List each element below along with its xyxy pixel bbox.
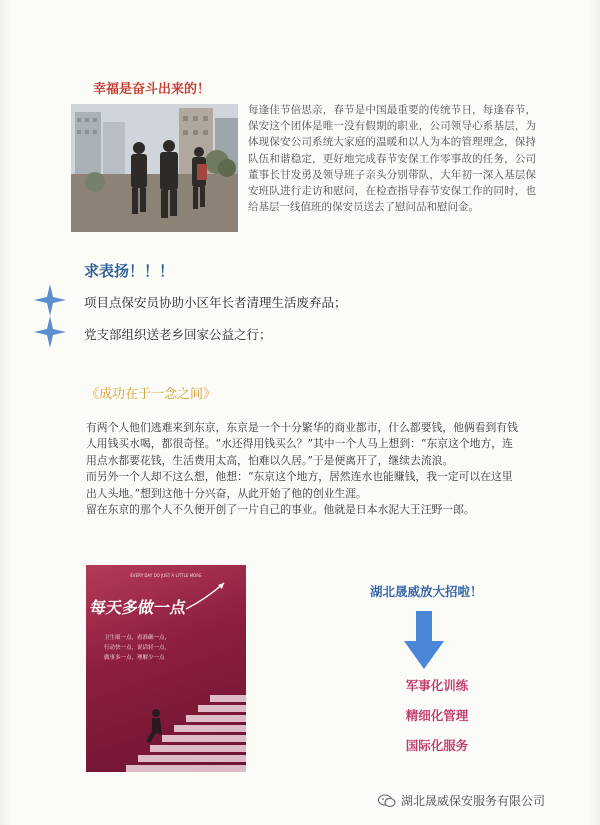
poster-line-1: 卫生细一点，看准确一点，: [104, 635, 171, 641]
sparkle-star-icon: [32, 282, 68, 318]
sparkle-star-icon: [32, 314, 68, 350]
account-name: 湖北晟威保安服务有限公司: [401, 794, 546, 808]
story-paragraph-2: 而另外一个人却不这么想，他想：“东京这个地方，居然连水也能赚钱，我一定可以在这里出人头地。”想到这他十分兴奋，从此开始了他的创业生涯。: [86, 470, 513, 500]
visit-photo: [71, 104, 238, 232]
story-body: [86, 420, 518, 518]
story-paragraph-3: 留在东京的那个人不久便开创了一片自己的事业。他就是日本水泥大王汪野一郎。: [86, 503, 475, 517]
praise-item-2: 党支部组织送老乡回家公益之行；: [84, 327, 272, 342]
visit-paragraph: 每逢佳节倍思亲，春节是中国最重要的传统节日，每逢春节，保安这个团体是唯一没有假期的职业，公司领导心系基层，为体现保安公司系统大家庭的温暖和以人为本的管理理念，保持队伍和谐稳定，更好地完成春节安保工作零事故的任务，公司董事长甘发勇及领导班子亲头分别带队，大年初一深入基层保安班队进行走访和慰问，在检查指导春节安保工作的同时，也给基层一线值班的保安员送去了慰问品和慰问金。: [248, 104, 536, 214]
promo-item-international-service: 国际化服务: [405, 738, 469, 753]
wechat-account-footer: [378, 792, 545, 809]
section-title-happiness: 幸福是奋斗出来的！: [93, 82, 211, 97]
poster-tagline: EVERY DAY DO JUST A LITTLE MORE: [130, 573, 202, 578]
poster-headline: 每天多做一点: [88, 598, 188, 617]
wechat-icon: [378, 794, 396, 808]
promo-item-refined-management: 精细化管理: [405, 708, 469, 723]
motivation-poster: [86, 565, 246, 772]
down-arrow-icon: [404, 611, 444, 669]
promo-item-military-training: 军事化训练: [405, 678, 469, 693]
poster-line-3: 做事多一点，理解少一点: [104, 655, 165, 661]
poster-line-2: 行动快一点，说话轻一点，: [104, 645, 171, 651]
praise-item-1: 项目点保安员协助小区年长者清理生活废弃品；: [84, 295, 347, 310]
section-title-story: 《成功在于一念之间》: [86, 387, 217, 402]
story-paragraph-1: 有两个人他们逃难来到东京，东京是一个十分繁华的商业都市，什么都要钱，他俩看到有钱人用钱买水喝，都很奇怪。“水还得用钱买么？”其中一个人马上想到：“东京这个地方，连用点水都要花钱，生活费用太高，怕难以久居。”于是便离开了，继续去流浪。: [86, 421, 518, 467]
section-title-praise: 求表扬！！！: [84, 262, 175, 280]
promo-title: 湖北晟威放大招啦！: [370, 584, 483, 599]
